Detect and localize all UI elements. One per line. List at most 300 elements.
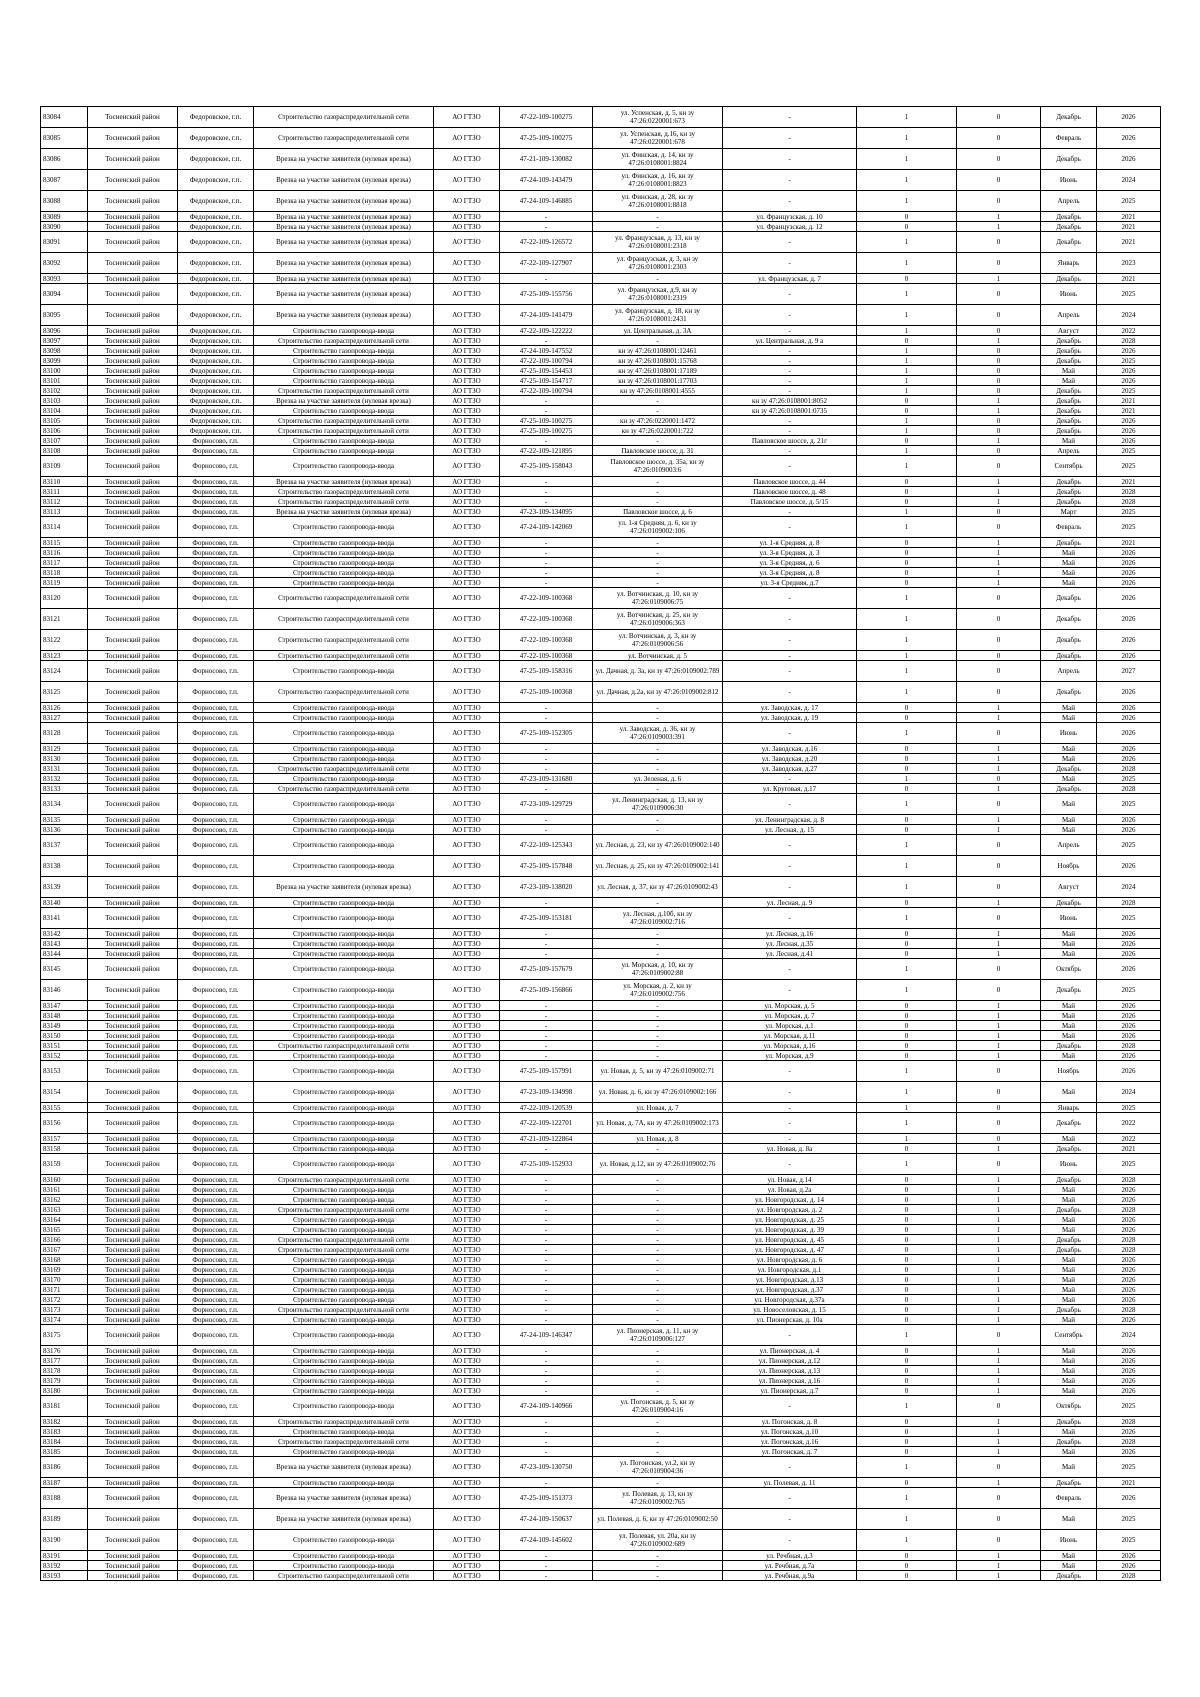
address-without-contract-cell: -	[723, 609, 857, 630]
work-type-cell: Строительство газопровода-ввода	[254, 1396, 434, 1417]
settlement-cell: Федоровское, г.п.	[178, 232, 254, 253]
settlement-cell: Форносово, г.п.	[178, 609, 254, 630]
completion-year-cell: 2025	[1097, 908, 1161, 929]
completion-year-cell: 2025	[1097, 386, 1161, 396]
organization-cell: АО ГТЗО	[434, 1376, 500, 1386]
completion-year-cell: 2026	[1097, 723, 1161, 744]
address-without-contract-cell: ул. Лесная, д.16	[723, 929, 857, 939]
organization-cell: АО ГТЗО	[434, 1041, 500, 1051]
contract-number-cell: -	[500, 713, 593, 723]
count-with-contract-cell: 1	[857, 959, 957, 980]
work-type-cell: Строительство газопровода-ввода	[254, 1185, 434, 1195]
organization-cell: АО ГТЗО	[434, 774, 500, 784]
work-type-cell: Строительство газопровода-ввода	[254, 754, 434, 764]
row-number-cell: 83164	[41, 1215, 88, 1225]
count-with-contract-cell: 0	[857, 754, 957, 764]
table-row	[41, 568, 1161, 578]
organization-cell: АО ГТЗО	[434, 1561, 500, 1571]
organization-cell: АО ГТЗО	[434, 366, 500, 376]
settlement-cell: Форносово, г.п.	[178, 929, 254, 939]
count-without-contract-cell: 0	[957, 1488, 1041, 1509]
count-with-contract-cell: 0	[857, 497, 957, 507]
contract-number-cell: -	[500, 477, 593, 487]
count-with-contract-cell: 1	[857, 588, 957, 609]
district-cell: Тосненский район	[88, 939, 178, 949]
district-cell: Тосненский район	[88, 1175, 178, 1185]
row-number-cell: 83160	[41, 1175, 88, 1185]
settlement-cell: Форносово, г.п.	[178, 764, 254, 774]
completion-month-cell: Июнь	[1041, 170, 1097, 191]
row-number-cell: 83176	[41, 1346, 88, 1356]
row-number-cell: 83187	[41, 1478, 88, 1488]
row-number-cell: 83139	[41, 877, 88, 898]
organization-cell: АО ГТЗО	[434, 1215, 500, 1225]
row-number-cell: 83124	[41, 661, 88, 682]
settlement-cell: Форносово, г.п.	[178, 856, 254, 877]
district-cell: Тосненский район	[88, 1134, 178, 1144]
settlement-cell: Форносово, г.п.	[178, 1154, 254, 1175]
address-without-contract-cell: ул. Морская, д. 7	[723, 1011, 857, 1021]
address-with-contract-cell: ул. Финская, д. 14, кн зу 47:26:0108001:8824	[593, 149, 723, 170]
organization-cell: АО ГТЗО	[434, 1175, 500, 1185]
address-with-contract-cell: ул. Успенская, д.16, кн зу 47:26:0220001:678	[593, 128, 723, 149]
contract-number-cell: -	[500, 396, 593, 406]
completion-year-cell: 2025	[1097, 1457, 1161, 1478]
contract-number-cell: -	[500, 764, 593, 774]
settlement-cell: Форносово, г.п.	[178, 1356, 254, 1366]
district-cell: Тосненский район	[88, 723, 178, 744]
organization-cell: АО ГТЗО	[434, 497, 500, 507]
count-without-contract-cell: 0	[957, 1103, 1041, 1113]
address-without-contract-cell: -	[723, 1061, 857, 1082]
completion-year-cell: 2025	[1097, 835, 1161, 856]
district-cell: Тосненский район	[88, 784, 178, 794]
completion-year-cell: 2026	[1097, 630, 1161, 651]
address-with-contract-cell: -	[593, 568, 723, 578]
count-with-contract-cell: 0	[857, 784, 957, 794]
settlement-cell: Федоровское, г.п.	[178, 253, 254, 274]
row-number-cell: 83147	[41, 1001, 88, 1011]
table-row	[41, 477, 1161, 487]
completion-year-cell: 2025	[1097, 980, 1161, 1001]
contract-number-cell: -	[500, 949, 593, 959]
address-with-contract-cell: кн зу 47:26:0220001:722	[593, 426, 723, 436]
completion-year-cell: 2026	[1097, 346, 1161, 356]
count-without-contract-cell: 0	[957, 651, 1041, 661]
district-cell: Тосненский район	[88, 1509, 178, 1530]
district-cell: Тосненский район	[88, 416, 178, 426]
table-row	[41, 980, 1161, 1001]
settlement-cell: Форносово, г.п.	[178, 703, 254, 713]
completion-year-cell: 2028	[1097, 1417, 1161, 1427]
address-with-contract-cell: -	[593, 939, 723, 949]
address-without-contract-cell: ул. Погонская, д.16	[723, 1437, 857, 1447]
count-with-contract-cell: 0	[857, 744, 957, 754]
contract-number-cell: -	[500, 1437, 593, 1447]
address-without-contract-cell: -	[723, 908, 857, 929]
address-with-contract-cell: -	[593, 754, 723, 764]
table-row	[41, 107, 1161, 128]
work-type-cell: Строительство газопровода-ввода	[254, 1215, 434, 1225]
count-without-contract-cell: 1	[957, 1051, 1041, 1061]
work-type-cell: Строительство газораспределительной сети	[254, 416, 434, 426]
work-type-cell: Строительство газопровода-ввода	[254, 538, 434, 548]
address-without-contract-cell: кн зу 47:26:0108001:8052	[723, 396, 857, 406]
completion-year-cell: 2021	[1097, 1144, 1161, 1154]
settlement-cell: Форносово, г.п.	[178, 1447, 254, 1457]
row-number-cell: 83140	[41, 898, 88, 908]
organization-cell: АО ГТЗО	[434, 1457, 500, 1478]
settlement-cell: Форносово, г.п.	[178, 1275, 254, 1285]
settlement-cell: Форносово, г.п.	[178, 1315, 254, 1325]
contract-number-cell: -	[500, 487, 593, 497]
contract-number-cell: 47-22-109-100368	[500, 609, 593, 630]
row-number-cell: 83186	[41, 1457, 88, 1478]
work-type-cell: Строительство газопровода-ввода	[254, 1295, 434, 1305]
settlement-cell: Форносово, г.п.	[178, 815, 254, 825]
district-cell: Тосненский район	[88, 825, 178, 835]
table-row	[41, 939, 1161, 949]
address-without-contract-cell: -	[723, 386, 857, 396]
count-with-contract-cell: 1	[857, 446, 957, 456]
settlement-cell: Форносово, г.п.	[178, 898, 254, 908]
table-row	[41, 406, 1161, 416]
completion-year-cell: 2026	[1097, 128, 1161, 149]
table-row	[41, 1530, 1161, 1551]
count-with-contract-cell: 0	[857, 713, 957, 723]
address-with-contract-cell: ул. Дачная, д. 3а, кн зу 47:26:0109002:789	[593, 661, 723, 682]
work-type-cell: Строительство газопровода-ввода	[254, 578, 434, 588]
table-row	[41, 1488, 1161, 1509]
address-with-contract-cell: ул. Новая, д. 5, кн зу 47:26:0109002:71	[593, 1061, 723, 1082]
settlement-cell: Федоровское, г.п.	[178, 406, 254, 416]
address-without-contract-cell: -	[723, 588, 857, 609]
address-with-contract-cell: -	[593, 1305, 723, 1315]
district-cell: Тосненский район	[88, 1376, 178, 1386]
count-with-contract-cell: 0	[857, 1215, 957, 1225]
row-number-cell: 83143	[41, 939, 88, 949]
settlement-cell: Федоровское, г.п.	[178, 222, 254, 232]
address-without-contract-cell: ул. Речбная, д.9а	[723, 1571, 857, 1581]
organization-cell: АО ГТЗО	[434, 107, 500, 128]
work-type-cell: Строительство газопровода-ввода	[254, 1051, 434, 1061]
table-row	[41, 1417, 1161, 1427]
contract-number-cell: -	[500, 1255, 593, 1265]
count-with-contract-cell: 0	[857, 1195, 957, 1205]
organization-cell: АО ГТЗО	[434, 835, 500, 856]
address-with-contract-cell: -	[593, 497, 723, 507]
work-type-cell: Строительство газопровода-ввода	[254, 1356, 434, 1366]
address-with-contract-cell: -	[593, 538, 723, 548]
contract-number-cell: 47-24-109-143479	[500, 170, 593, 191]
row-number-cell: 83150	[41, 1031, 88, 1041]
settlement-cell: Форносово, г.п.	[178, 477, 254, 487]
row-number-cell: 83112	[41, 497, 88, 507]
address-with-contract-cell: ул. Вотчинская, д. 3, кн зу 47:26:0109006:56	[593, 630, 723, 651]
completion-month-cell: Декабрь	[1041, 477, 1097, 487]
work-type-cell: Строительство газопровода-ввода	[254, 1285, 434, 1295]
completion-month-cell: Июнь	[1041, 1530, 1097, 1551]
contract-number-cell: 47-23-109-138020	[500, 877, 593, 898]
work-type-cell: Строительство газораспределительной сети	[254, 1417, 434, 1427]
row-number-cell: 83138	[41, 856, 88, 877]
organization-cell: АО ГТЗО	[434, 1225, 500, 1235]
count-without-contract-cell: 0	[957, 1113, 1041, 1134]
completion-year-cell: 2026	[1097, 959, 1161, 980]
district-cell: Тосненский район	[88, 274, 178, 284]
work-type-cell: Строительство газораспределительной сети	[254, 497, 434, 507]
row-number-cell: 83111	[41, 487, 88, 497]
district-cell: Тосненский район	[88, 744, 178, 754]
table-row	[41, 1376, 1161, 1386]
table-row	[41, 436, 1161, 446]
address-without-contract-cell: ул. Новгородская, д. 47	[723, 1245, 857, 1255]
address-without-contract-cell: Павловское шоссе, д. 5/15	[723, 497, 857, 507]
address-without-contract-cell: -	[723, 651, 857, 661]
completion-year-cell: 2021	[1097, 212, 1161, 222]
address-with-contract-cell: ул. Центральная, д. 3А	[593, 326, 723, 336]
address-with-contract-cell: -	[593, 1144, 723, 1154]
district-cell: Тосненский район	[88, 578, 178, 588]
settlement-cell: Форносово, г.п.	[178, 630, 254, 651]
row-number-cell: 83134	[41, 794, 88, 815]
count-with-contract-cell: 0	[857, 1417, 957, 1427]
table-row	[41, 908, 1161, 929]
completion-year-cell: 2021	[1097, 538, 1161, 548]
organization-cell: АО ГТЗО	[434, 1205, 500, 1215]
row-number-cell: 83151	[41, 1041, 88, 1051]
address-without-contract-cell: -	[723, 356, 857, 366]
row-number-cell: 83170	[41, 1275, 88, 1285]
district-cell: Тосненский район	[88, 1001, 178, 1011]
completion-month-cell: Май	[1041, 713, 1097, 723]
count-without-contract-cell: 0	[957, 661, 1041, 682]
count-without-contract-cell: 0	[957, 107, 1041, 128]
settlement-cell: Форносово, г.п.	[178, 1134, 254, 1144]
organization-cell: АО ГТЗО	[434, 682, 500, 703]
contract-number-cell: 47-22-109-122701	[500, 1113, 593, 1134]
completion-month-cell: Май	[1041, 1295, 1097, 1305]
address-without-contract-cell: -	[723, 1530, 857, 1551]
address-with-contract-cell: кн зу 47:26:0108001:15768	[593, 356, 723, 366]
table-row	[41, 336, 1161, 346]
completion-month-cell: Декабрь	[1041, 416, 1097, 426]
row-number-cell: 83142	[41, 929, 88, 939]
count-with-contract-cell: 1	[857, 284, 957, 305]
contract-number-cell: 47-22-109-100368	[500, 588, 593, 609]
completion-year-cell: 2024	[1097, 1325, 1161, 1346]
contract-number-cell: 47-25-109-157848	[500, 856, 593, 877]
table-row	[41, 1457, 1161, 1478]
organization-cell: АО ГТЗО	[434, 1447, 500, 1457]
row-number-cell: 83114	[41, 517, 88, 538]
address-with-contract-cell: -	[593, 898, 723, 908]
district-cell: Тосненский район	[88, 794, 178, 815]
table-row	[41, 754, 1161, 764]
address-without-contract-cell: ул. Новгородская, д. 14	[723, 1195, 857, 1205]
completion-month-cell: Май	[1041, 1082, 1097, 1103]
count-without-contract-cell: 1	[957, 1185, 1041, 1195]
contract-number-cell: -	[500, 1305, 593, 1315]
count-without-contract-cell: 1	[957, 406, 1041, 416]
row-number-cell: 83101	[41, 376, 88, 386]
district-cell: Тосненский район	[88, 487, 178, 497]
work-type-cell: Строительство газопровода-ввода	[254, 568, 434, 578]
completion-year-cell: 2025	[1097, 517, 1161, 538]
address-without-contract-cell: -	[723, 517, 857, 538]
completion-year-cell: 2021	[1097, 232, 1161, 253]
organization-cell: АО ГТЗО	[434, 1305, 500, 1315]
contract-number-cell: -	[500, 1356, 593, 1366]
contract-number-cell: 47-25-109-153181	[500, 908, 593, 929]
completion-month-cell: Декабрь	[1041, 588, 1097, 609]
count-with-contract-cell: 0	[857, 815, 957, 825]
address-with-contract-cell: ул. Новая, д. 7	[593, 1103, 723, 1113]
count-with-contract-cell: 0	[857, 436, 957, 446]
completion-month-cell: Май	[1041, 1509, 1097, 1530]
contract-number-cell: -	[500, 1551, 593, 1561]
contract-number-cell: 47-21-109-130082	[500, 149, 593, 170]
table-row	[41, 723, 1161, 744]
count-without-contract-cell: 1	[957, 497, 1041, 507]
count-without-contract-cell: 0	[957, 1325, 1041, 1346]
contract-number-cell: 47-25-109-100275	[500, 426, 593, 436]
count-without-contract-cell: 0	[957, 1457, 1041, 1478]
count-without-contract-cell: 0	[957, 856, 1041, 877]
row-number-cell: 83093	[41, 274, 88, 284]
contract-number-cell: -	[500, 703, 593, 713]
count-without-contract-cell: 0	[957, 908, 1041, 929]
count-without-contract-cell: 1	[957, 1245, 1041, 1255]
district-cell: Тосненский район	[88, 1275, 178, 1285]
organization-cell: АО ГТЗО	[434, 1295, 500, 1305]
district-cell: Тосненский район	[88, 1561, 178, 1571]
count-with-contract-cell: 0	[857, 1356, 957, 1366]
completion-month-cell: Май	[1041, 1447, 1097, 1457]
address-with-contract-cell: -	[593, 1031, 723, 1041]
table-row	[41, 1011, 1161, 1021]
work-type-cell: Строительство газопровода-ввода	[254, 1113, 434, 1134]
address-with-contract-cell: ул. Погонская, д. 5, кн зу 47:26:0109004:16	[593, 1396, 723, 1417]
count-with-contract-cell: 0	[857, 1366, 957, 1376]
table-row	[41, 651, 1161, 661]
district-cell: Тосненский район	[88, 497, 178, 507]
contract-number-cell: -	[500, 1447, 593, 1457]
completion-month-cell: Май	[1041, 1457, 1097, 1478]
completion-month-cell: Май	[1041, 1265, 1097, 1275]
work-type-cell: Строительство газопровода-ввода	[254, 1447, 434, 1457]
count-with-contract-cell: 0	[857, 1295, 957, 1305]
work-type-cell: Строительство газораспределительной сети	[254, 764, 434, 774]
row-number-cell: 83193	[41, 1571, 88, 1581]
contract-number-cell: -	[500, 497, 593, 507]
contract-number-cell: -	[500, 1571, 593, 1581]
settlement-cell: Форносово, г.п.	[178, 959, 254, 980]
district-cell: Тосненский район	[88, 898, 178, 908]
row-number-cell: 83097	[41, 336, 88, 346]
table-row	[41, 774, 1161, 784]
address-with-contract-cell: -	[593, 558, 723, 568]
completion-year-cell: 2027	[1097, 661, 1161, 682]
count-with-contract-cell: 0	[857, 898, 957, 908]
table-body	[41, 107, 1161, 1581]
completion-month-cell: Декабрь	[1041, 898, 1097, 908]
district-cell: Тосненский район	[88, 446, 178, 456]
completion-month-cell: Декабрь	[1041, 149, 1097, 170]
address-with-contract-cell: ул. Французская, д. 18, кн зу 47:26:0108001:2431	[593, 305, 723, 326]
completion-year-cell: 2026	[1097, 1386, 1161, 1396]
organization-cell: АО ГТЗО	[434, 274, 500, 284]
count-without-contract-cell: 1	[957, 1215, 1041, 1225]
table-row	[41, 487, 1161, 497]
district-cell: Тосненский район	[88, 1011, 178, 1021]
contract-number-cell: -	[500, 212, 593, 222]
settlement-cell: Форносово, г.п.	[178, 456, 254, 477]
address-without-contract-cell: ул. Новгородская, д. 2	[723, 1205, 857, 1215]
table-row	[41, 538, 1161, 548]
contract-number-cell: -	[500, 558, 593, 568]
organization-cell: АО ГТЗО	[434, 149, 500, 170]
settlement-cell: Форносово, г.п.	[178, 538, 254, 548]
count-with-contract-cell: 0	[857, 1346, 957, 1356]
completion-month-cell: Апрель	[1041, 305, 1097, 326]
district-cell: Тосненский район	[88, 1041, 178, 1051]
count-with-contract-cell: 1	[857, 253, 957, 274]
completion-month-cell: Май	[1041, 1021, 1097, 1031]
settlement-cell: Федоровское, г.п.	[178, 366, 254, 376]
address-with-contract-cell: -	[593, 784, 723, 794]
organization-cell: АО ГТЗО	[434, 1437, 500, 1447]
settlement-cell: Форносово, г.п.	[178, 1245, 254, 1255]
table-row	[41, 1275, 1161, 1285]
organization-cell: АО ГТЗО	[434, 744, 500, 754]
contract-number-cell: -	[500, 1175, 593, 1185]
address-without-contract-cell: ул. Заводская, д.20	[723, 754, 857, 764]
count-with-contract-cell: 0	[857, 487, 957, 497]
organization-cell: АО ГТЗО	[434, 212, 500, 222]
table-row	[41, 356, 1161, 366]
organization-cell: АО ГТЗО	[434, 703, 500, 713]
row-number-cell: 83190	[41, 1530, 88, 1551]
table-row	[41, 1285, 1161, 1295]
address-without-contract-cell: ул. Морская, д.9	[723, 1051, 857, 1061]
address-with-contract-cell: ул. Французская, д. 13, кн зу 47:26:0108001:2318	[593, 232, 723, 253]
completion-year-cell: 2028	[1097, 497, 1161, 507]
completion-year-cell: 2028	[1097, 336, 1161, 346]
address-with-contract-cell: -	[593, 487, 723, 497]
count-with-contract-cell: 1	[857, 356, 957, 366]
contract-number-cell: 47-22-109-126572	[500, 232, 593, 253]
organization-cell: АО ГТЗО	[434, 1325, 500, 1346]
count-with-contract-cell: 0	[857, 1551, 957, 1561]
contract-number-cell: -	[500, 1376, 593, 1386]
district-cell: Тосненский район	[88, 336, 178, 346]
completion-month-cell: Ноябрь	[1041, 856, 1097, 877]
work-type-cell: Строительство газопровода-ввода	[254, 517, 434, 538]
count-with-contract-cell: 1	[857, 774, 957, 784]
address-with-contract-cell: ул. Морская, д. 2, кн зу 47:26:0109002:756	[593, 980, 723, 1001]
district-cell: Тосненский район	[88, 1396, 178, 1417]
count-with-contract-cell: 1	[857, 517, 957, 538]
count-with-contract-cell: 0	[857, 1285, 957, 1295]
district-cell: Тосненский район	[88, 1417, 178, 1427]
address-with-contract-cell: ул. Ленинградская, д. 13, кн зу 47:26:0109006:30	[593, 794, 723, 815]
count-without-contract-cell: 0	[957, 1396, 1041, 1417]
district-cell: Тосненский район	[88, 1051, 178, 1061]
row-number-cell: 83092	[41, 253, 88, 274]
address-with-contract-cell: -	[593, 1346, 723, 1356]
completion-month-cell: Декабрь	[1041, 651, 1097, 661]
